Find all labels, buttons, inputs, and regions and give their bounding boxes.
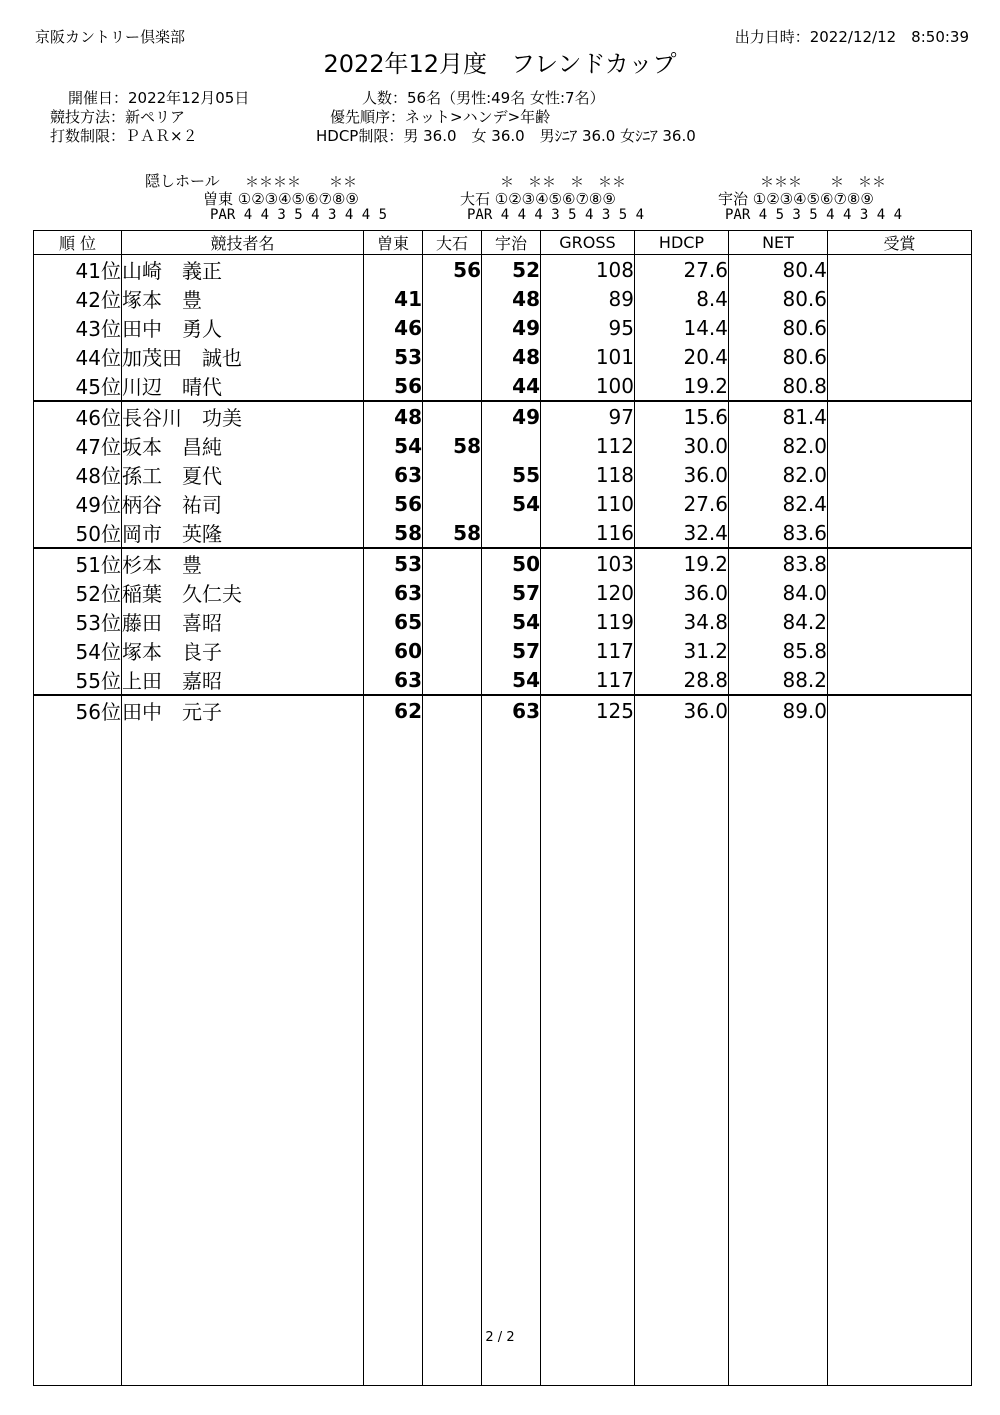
oishi-score-cell <box>423 313 482 342</box>
rank-cell: 43位 <box>34 313 122 342</box>
oishi-score-cell <box>423 578 482 607</box>
hdcp-cell: 31.2 <box>635 636 729 665</box>
net-cell: 89.0 <box>729 695 828 725</box>
rank-cell: 49位 <box>34 489 122 518</box>
hdcp-cell: 30.0 <box>635 431 729 460</box>
table-row <box>34 313 972 342</box>
uji-score-cell: 57 <box>482 636 541 665</box>
gross-cell: 101 <box>541 342 635 371</box>
rank-cell: 56位 <box>34 695 122 725</box>
table-row <box>34 695 972 725</box>
soto-score-cell: 48 <box>364 401 423 431</box>
player-name-cell: 藤田 喜昭 <box>122 607 364 636</box>
col-header-award: 受賞 <box>828 231 972 255</box>
uji-score-cell <box>482 431 541 460</box>
oishi-score-cell <box>423 665 482 695</box>
player-name-cell: 塚本 豊 <box>122 284 364 313</box>
player-name-cell: 岡市 英隆 <box>122 518 364 548</box>
oishi-score-cell <box>423 489 482 518</box>
col-header-rank: 順 位 <box>34 231 122 255</box>
oishi-score-cell <box>423 401 482 431</box>
soto-score-cell <box>364 255 423 285</box>
rank-cell: 52位 <box>34 578 122 607</box>
oishi-score-cell <box>423 695 482 725</box>
uji-score-cell <box>482 518 541 548</box>
results-table <box>33 230 972 1386</box>
table-header-row <box>34 231 972 255</box>
club-name: 京阪カントリー倶楽部 <box>35 28 186 46</box>
hdcp-cell: 19.2 <box>635 548 729 578</box>
player-name-cell: 山崎 義正 <box>122 255 364 285</box>
stroke-limit: 打数制限：ＰＡＲ×２ <box>50 127 198 145</box>
soto-score-cell: 53 <box>364 342 423 371</box>
soto-score-cell: 41 <box>364 284 423 313</box>
hidden-holes-label: 隠しホール <box>145 172 220 190</box>
gross-cell: 95 <box>541 313 635 342</box>
gross-cell: 117 <box>541 636 635 665</box>
rank-cell: 46位 <box>34 401 122 431</box>
award-cell <box>828 636 972 665</box>
priority-order: 優先順序：ネット>ハンデ>年齢 <box>330 108 551 126</box>
award-cell <box>828 371 972 401</box>
soto-score-cell: 62 <box>364 695 423 725</box>
uji-score-cell: 49 <box>482 401 541 431</box>
player-name-cell: 孫工 夏代 <box>122 460 364 489</box>
net-cell: 80.4 <box>729 255 828 285</box>
gross-cell: 89 <box>541 284 635 313</box>
uji-score-cell: 54 <box>482 607 541 636</box>
rank-cell: 51位 <box>34 548 122 578</box>
table-filler-row <box>34 725 972 1386</box>
table-row <box>34 371 972 401</box>
table-row <box>34 431 972 460</box>
gross-cell: 125 <box>541 695 635 725</box>
player-name-cell: 柄谷 祐司 <box>122 489 364 518</box>
gross-cell: 120 <box>541 578 635 607</box>
award-cell <box>828 518 972 548</box>
page-number: 2 / 2 <box>485 1330 515 1345</box>
uji-score-cell: 49 <box>482 313 541 342</box>
oishi-score-cell: 58 <box>423 518 482 548</box>
page-title: 2022年12月度 フレンドカップ <box>323 50 677 78</box>
oishi-score-cell <box>423 371 482 401</box>
gross-cell: 97 <box>541 401 635 431</box>
player-name-cell: 田中 元子 <box>122 695 364 725</box>
hdcp-cell: 36.0 <box>635 578 729 607</box>
gross-cell: 103 <box>541 548 635 578</box>
uji-score-cell: 55 <box>482 460 541 489</box>
hdcp-cell: 28.8 <box>635 665 729 695</box>
award-cell <box>828 460 972 489</box>
course3-par: PAR 4 5 3 5 4 4 3 4 4 <box>725 207 903 223</box>
net-cell: 84.0 <box>729 578 828 607</box>
hdcp-cell: 8.4 <box>635 284 729 313</box>
award-cell <box>828 313 972 342</box>
net-cell: 81.4 <box>729 401 828 431</box>
soto-score-cell: 60 <box>364 636 423 665</box>
rank-cell: 53位 <box>34 607 122 636</box>
course1-par: PAR 4 4 3 5 4 3 4 4 5 <box>210 207 388 223</box>
gross-cell: 119 <box>541 607 635 636</box>
course2-holes: 大石 ①②③④⑤⑥⑦⑧⑨ <box>460 190 616 208</box>
table-row <box>34 607 972 636</box>
award-cell <box>828 607 972 636</box>
rank-cell: 54位 <box>34 636 122 665</box>
player-name-cell: 加茂田 誠也 <box>122 342 364 371</box>
col-header-uji: 宇治 <box>482 231 541 255</box>
rank-cell: 50位 <box>34 518 122 548</box>
net-cell: 88.2 <box>729 665 828 695</box>
gross-cell: 118 <box>541 460 635 489</box>
player-name-cell: 田中 勇人 <box>122 313 364 342</box>
award-cell <box>828 695 972 725</box>
award-cell <box>828 431 972 460</box>
col-header-net: NET <box>729 231 828 255</box>
gross-cell: 100 <box>541 371 635 401</box>
uji-score-cell: 52 <box>482 255 541 285</box>
net-cell: 80.6 <box>729 313 828 342</box>
hdcp-cell: 27.6 <box>635 489 729 518</box>
uji-score-cell: 63 <box>482 695 541 725</box>
net-cell: 85.8 <box>729 636 828 665</box>
player-name-cell: 稲葉 久仁夫 <box>122 578 364 607</box>
rank-cell: 45位 <box>34 371 122 401</box>
gross-cell: 116 <box>541 518 635 548</box>
player-name-cell: 塚本 良子 <box>122 636 364 665</box>
gross-cell: 108 <box>541 255 635 285</box>
award-cell <box>828 489 972 518</box>
hdcp-cell: 36.0 <box>635 695 729 725</box>
rank-cell: 41位 <box>34 255 122 285</box>
rank-cell: 44位 <box>34 342 122 371</box>
soto-score-cell: 46 <box>364 313 423 342</box>
table-row <box>34 401 972 431</box>
competition-method: 競技方法：新ペリア <box>50 108 186 126</box>
uji-score-cell: 48 <box>482 342 541 371</box>
soto-score-cell: 56 <box>364 371 423 401</box>
participants: 人数：56名（男性:49名 女性:7名） <box>362 89 605 107</box>
table-row <box>34 636 972 665</box>
uji-score-cell: 50 <box>482 548 541 578</box>
course2-par: PAR 4 4 4 3 5 4 3 5 4 <box>467 207 645 223</box>
net-cell: 83.8 <box>729 548 828 578</box>
hdcp-cell: 32.4 <box>635 518 729 548</box>
net-cell: 83.6 <box>729 518 828 548</box>
net-cell: 82.0 <box>729 431 828 460</box>
hdcp-cell: 27.6 <box>635 255 729 285</box>
oishi-score-cell <box>423 460 482 489</box>
hdcp-cell: 36.0 <box>635 460 729 489</box>
table-row <box>34 548 972 578</box>
net-cell: 80.8 <box>729 371 828 401</box>
event-date: 開催日：2022年12月05日 <box>68 89 250 107</box>
uji-score-cell: 54 <box>482 489 541 518</box>
soto-score-cell: 58 <box>364 518 423 548</box>
soto-score-cell: 63 <box>364 665 423 695</box>
table-row <box>34 460 972 489</box>
hidden-holes-course1: ＊＊＊＊ ＊＊ <box>245 175 357 191</box>
hdcp-cell: 34.8 <box>635 607 729 636</box>
award-cell <box>828 578 972 607</box>
soto-score-cell: 63 <box>364 578 423 607</box>
table-row <box>34 255 972 285</box>
oishi-score-cell: 58 <box>423 431 482 460</box>
soto-score-cell: 65 <box>364 607 423 636</box>
col-header-hdcp: HDCP <box>635 231 729 255</box>
col-header-name: 競技者名 <box>122 231 364 255</box>
gross-cell: 112 <box>541 431 635 460</box>
rank-cell: 55位 <box>34 665 122 695</box>
hdcp-cell: 14.4 <box>635 313 729 342</box>
net-cell: 84.2 <box>729 607 828 636</box>
oishi-score-cell <box>423 284 482 313</box>
oishi-score-cell <box>423 342 482 371</box>
hidden-holes-course3: ＊＊＊ ＊ ＊＊ <box>760 175 886 191</box>
player-name-cell: 長谷川 功美 <box>122 401 364 431</box>
col-header-gross: GROSS <box>541 231 635 255</box>
hdcp-limit: HDCP制限：男 36.0 女 36.0 男ｼﾆｱ 36.0 女ｼﾆｱ 36.0 <box>316 127 696 145</box>
col-header-soto: 曽東 <box>364 231 423 255</box>
hdcp-cell: 19.2 <box>635 371 729 401</box>
oishi-score-cell: 56 <box>423 255 482 285</box>
net-cell: 80.6 <box>729 284 828 313</box>
player-name-cell: 上田 嘉昭 <box>122 665 364 695</box>
oishi-score-cell <box>423 548 482 578</box>
award-cell <box>828 342 972 371</box>
soto-score-cell: 63 <box>364 460 423 489</box>
table-row <box>34 342 972 371</box>
col-header-oishi: 大石 <box>423 231 482 255</box>
award-cell <box>828 401 972 431</box>
uji-score-cell: 44 <box>482 371 541 401</box>
uji-score-cell: 48 <box>482 284 541 313</box>
rank-cell: 48位 <box>34 460 122 489</box>
soto-score-cell: 53 <box>364 548 423 578</box>
net-cell: 82.0 <box>729 460 828 489</box>
rank-cell: 47位 <box>34 431 122 460</box>
hidden-holes-course2: ＊ ＊＊ ＊ ＊＊ <box>500 175 626 191</box>
table-row <box>34 578 972 607</box>
uji-score-cell: 57 <box>482 578 541 607</box>
uji-score-cell: 54 <box>482 665 541 695</box>
net-cell: 80.6 <box>729 342 828 371</box>
award-cell <box>828 665 972 695</box>
output-datetime: 出力日時：2022/12/12 8:50:39 <box>734 28 969 46</box>
net-cell: 82.4 <box>729 489 828 518</box>
player-name-cell: 杉本 豊 <box>122 548 364 578</box>
course1-holes: 曽東 ①②③④⑤⑥⑦⑧⑨ <box>203 190 359 208</box>
rank-cell: 42位 <box>34 284 122 313</box>
soto-score-cell: 54 <box>364 431 423 460</box>
table-row <box>34 518 972 548</box>
award-cell <box>828 548 972 578</box>
hdcp-cell: 15.6 <box>635 401 729 431</box>
oishi-score-cell <box>423 607 482 636</box>
course3-holes: 宇治 ①②③④⑤⑥⑦⑧⑨ <box>718 190 874 208</box>
award-cell <box>828 284 972 313</box>
player-name-cell: 川辺 晴代 <box>122 371 364 401</box>
table-row <box>34 284 972 313</box>
gross-cell: 110 <box>541 489 635 518</box>
table-row <box>34 665 972 695</box>
oishi-score-cell <box>423 636 482 665</box>
gross-cell: 117 <box>541 665 635 695</box>
soto-score-cell: 56 <box>364 489 423 518</box>
award-cell <box>828 255 972 285</box>
table-row <box>34 489 972 518</box>
player-name-cell: 坂本 昌純 <box>122 431 364 460</box>
hdcp-cell: 20.4 <box>635 342 729 371</box>
